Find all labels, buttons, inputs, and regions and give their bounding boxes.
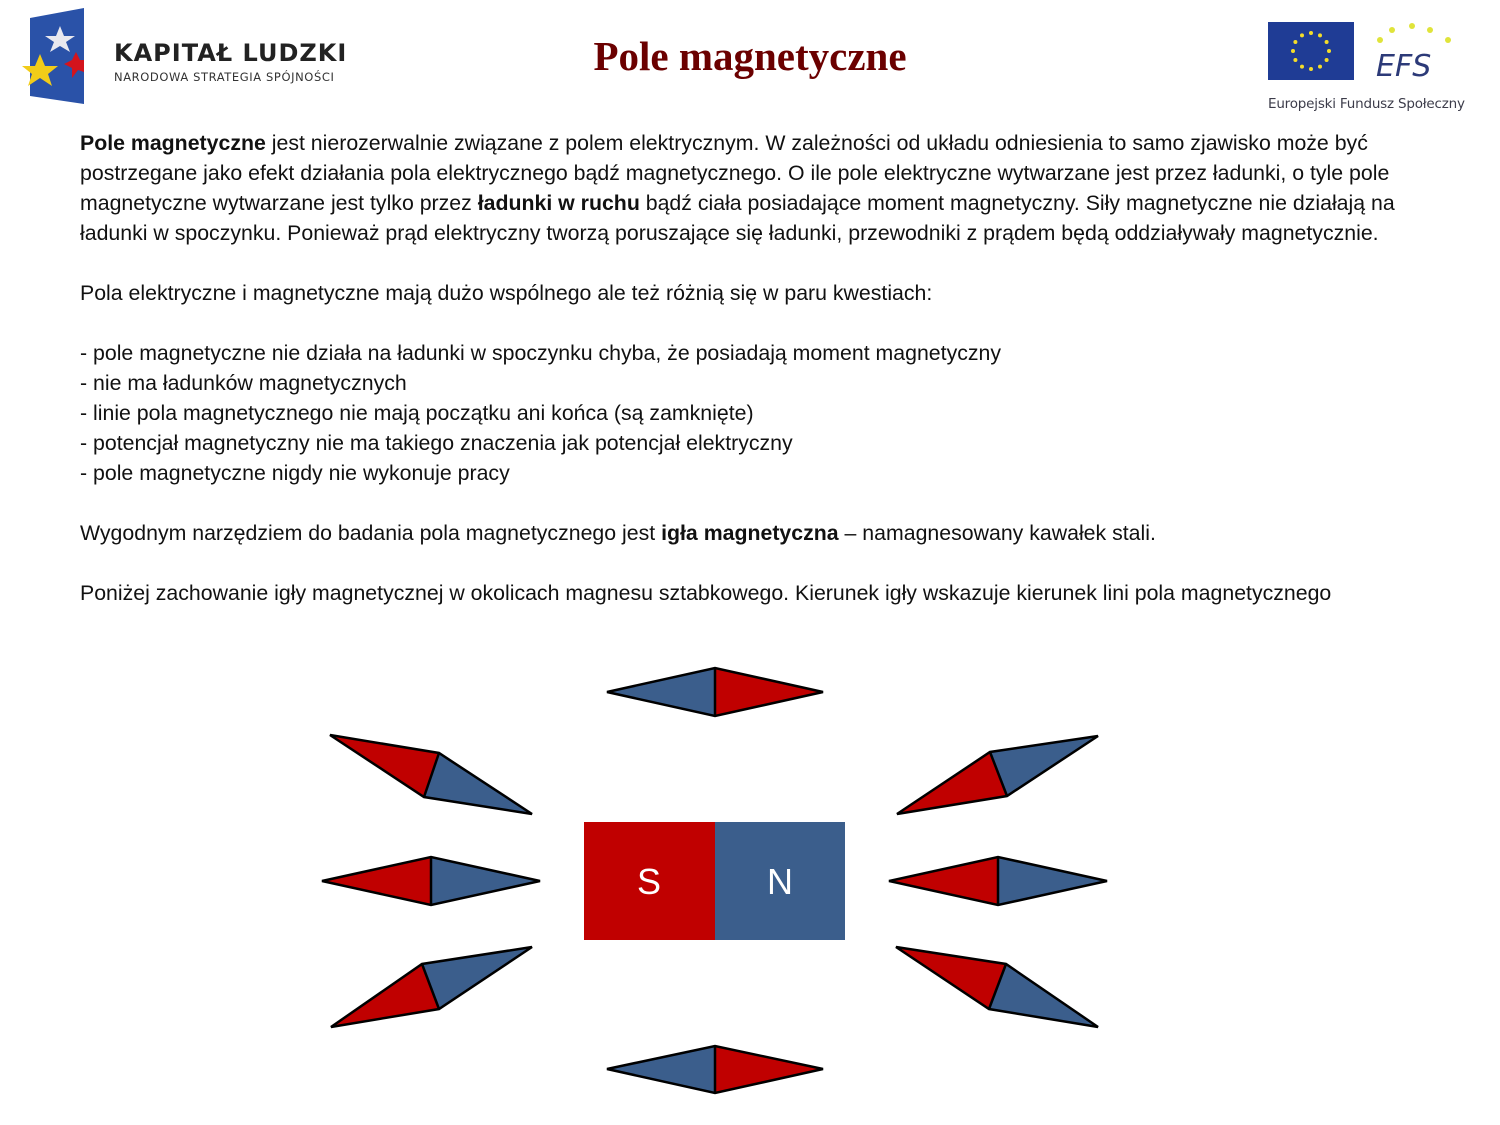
needle-blue-half <box>998 857 1107 905</box>
needle-blue-half <box>431 857 540 905</box>
compass-needle-lower-right <box>896 947 1098 1027</box>
slide-title: Pole magnetyczne <box>593 33 907 79</box>
efs-caption: Europejski Fundusz Społeczny <box>1268 96 1465 112</box>
magnet-north-label: N <box>767 861 793 902</box>
needle-red-half <box>715 1046 823 1093</box>
kapital-ludzki-subtitle: NARODOWA STRATEGIA SPÓJNOŚCI <box>114 70 335 84</box>
compass-needle-lower-left <box>331 947 532 1027</box>
kapital-ludzki-title: KAPITAŁ LUDZKI <box>114 39 348 67</box>
intro-bold-mid: ładunki w ruchu <box>477 191 640 215</box>
difference-item: - nie ma ładunków magnetycznych <box>80 371 407 395</box>
difference-item: - potencjał magnetyczny nie ma takiego znaczenia jak potencjał elektryczny <box>80 431 793 455</box>
intro-text-2: bądź ciała posiadające moment magnetyczny. Siły magnetyczne nie działają na ładunki w spoczynku. Ponieważ prąd elektryczny tworzą poruszające się ładunki, przewodniki z prądem będą oddziaływały magnetycznie. <box>80 191 1395 245</box>
intro-text-1: jest nierozerwalnie związane z polem elektrycznym. W zależności od układu odniesienia to samo zjawisko może być postrzegane jako efekt działania pola elektrycznego bądź magnetycznego. O ile pole elektryczne wytwarzane jest przez ładunki, o tyle pole magnetyczne wytwarzane jest tylko przez <box>80 131 1390 215</box>
difference-item: - pole magnetyczne nie działa na ładunki w spoczynku chyba, że posiadają moment magnetyczny <box>80 341 1002 365</box>
needle-text-2: – namagnesowany kawałek stali. <box>838 521 1156 545</box>
compass-needle-upper-left <box>330 735 532 814</box>
needle-red-half <box>889 857 998 905</box>
needle-blue-half <box>607 1046 715 1093</box>
needle-text-1: Wygodnym narzędziem do badania pola magnetycznego jest <box>80 521 662 545</box>
needle-bold: igła magnetyczna <box>661 521 839 545</box>
needle-red-half <box>322 857 431 905</box>
needle-red-half <box>715 668 823 716</box>
magnet-south-label: S <box>636 861 661 902</box>
below-paragraph: Poniżej zachowanie igły magnetycznej w okolicach magnesu sztabkowego. Kierunek igły wskazuje kierunek lini pola magnetycznego <box>80 581 1332 605</box>
compass-needle-middle-right <box>889 857 1107 905</box>
comparison-intro: Pola elektryczne i magnetyczne mają dużo wspólnego ale też różnią się w paru kwestiach: <box>80 281 933 305</box>
compass-needle-bottom <box>607 1046 823 1093</box>
compass-needle-middle-left <box>322 857 540 905</box>
efs-logo-text: EFS <box>1376 49 1432 82</box>
intro-bold-lead: Pole magnetyczne <box>80 131 266 155</box>
needle-blue-half <box>607 668 715 716</box>
difference-item: - linie pola magnetycznego nie mają początku ani końca (są zamknięte) <box>80 401 754 425</box>
compass-needle-upper-right <box>897 736 1098 814</box>
difference-item: - pole magnetyczne nigdy nie wykonuje pracy <box>80 461 510 485</box>
compass-needle-top <box>607 668 823 716</box>
